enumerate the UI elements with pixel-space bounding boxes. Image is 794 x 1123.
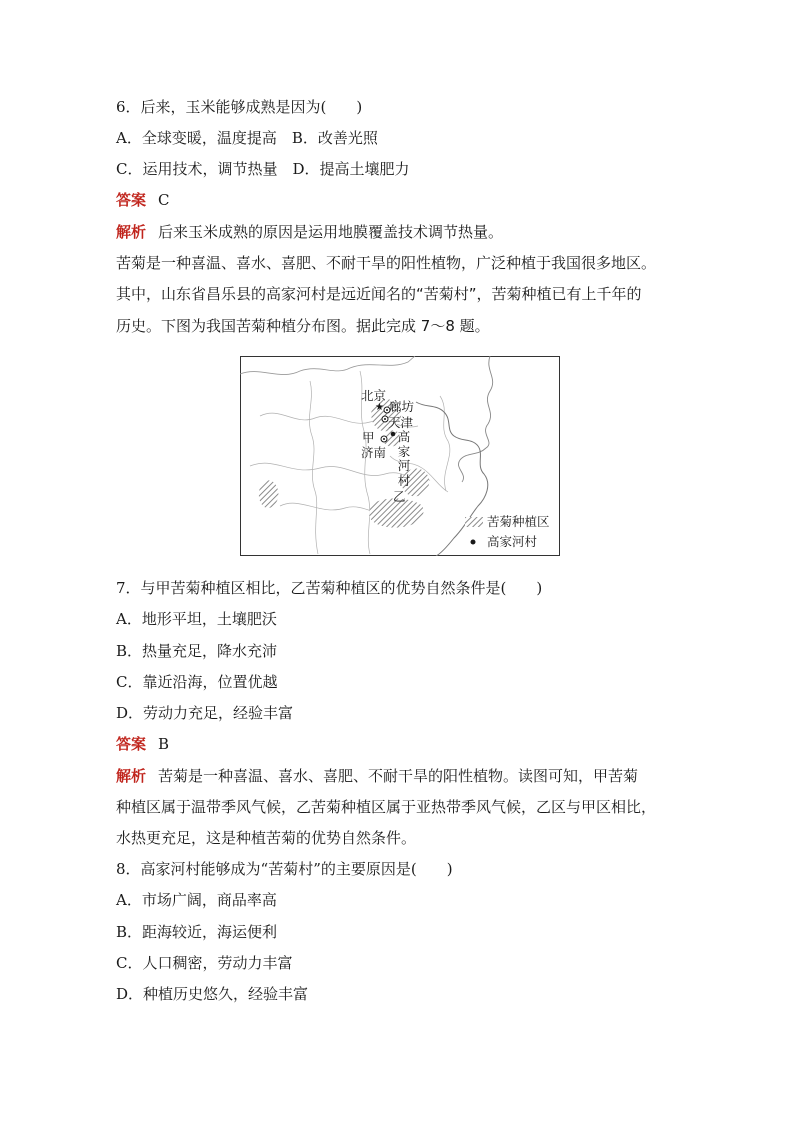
label-langfang: 廊坊: [389, 399, 415, 414]
q8-option-b: B．距海较近，海运便利: [116, 923, 278, 941]
q6-options-cd: C．运用技术，调节热量 D．提高土壤肥力: [116, 160, 410, 178]
q6-answer: [116, 190, 170, 210]
analysis-text: 后来玉米成熟的原因是运用地膜覆盖技术调节热量。: [158, 223, 504, 241]
intro-line-3: 历史。下图为我国苦菊种植分布图。据此完成 7～8 题。: [116, 317, 490, 335]
label-jia: 甲: [362, 430, 375, 445]
answer-tag: 答案: [116, 191, 147, 209]
dot-icon: [469, 538, 477, 546]
legend-planting-area: 苦菊种植区: [465, 515, 550, 529]
label-jinan: 济南: [361, 445, 387, 460]
q7-analysis-line-2: 种植区属于温带季风气候，乙苦菊种植区属于亚热带季风气候，乙区与甲区相比，: [116, 798, 657, 816]
analysis-text: 苦菊是一种喜温、喜水、喜肥、不耐干旱的阳性植物。读图可知，甲苦菊: [158, 767, 639, 785]
q7-analysis-line-1: [116, 766, 638, 786]
label-tianjin: 天津: [388, 415, 414, 430]
label-beijing: 北京: [361, 388, 387, 403]
answer-tag: 答案: [116, 735, 147, 753]
q7-analysis-line-3: 水热更充足，这是种植苦菊的优势自然条件。: [116, 829, 417, 847]
q7-option-c: C．靠近沿海，位置优越: [116, 673, 278, 691]
answer-value: C: [158, 191, 170, 209]
q8-option-a: A．市场广阔，商品率高: [116, 891, 277, 909]
answer-value: B: [158, 735, 170, 753]
legend-village: 高家河村: [469, 535, 537, 549]
analysis-tag: 解析: [116, 223, 147, 241]
hatch-swatch-icon: [465, 517, 483, 527]
q6-options-ab: A．全球变暖，温度提高 B．改善光照: [116, 129, 378, 147]
analysis-tag: 解析: [116, 767, 147, 785]
gaojiahecun-marker: [391, 432, 396, 437]
capital-star-icon: ★: [375, 402, 384, 413]
q7-answer: [116, 734, 169, 754]
intro-line-2: 其中，山东省昌乐县的高家河村是远近闻名的“苦菊村”，苦菊种植已有上千年的: [116, 285, 642, 303]
q8-option-d: D．种植历史悠久，经验丰富: [116, 985, 309, 1003]
q6-analysis: [116, 222, 503, 242]
q6-stem: 6．后来，玉米能够成熟是因为( ): [116, 98, 363, 116]
q8-option-c: C．人口稠密，劳动力丰富: [116, 954, 293, 972]
q7-option-a: A．地形平坦，土壤肥沃: [116, 610, 277, 628]
label-gaojiahecun: 高 家 河 村: [397, 429, 411, 488]
label-yi: 乙: [393, 489, 406, 504]
q7-option-d: D．劳动力充足，经验丰富: [116, 704, 294, 722]
q7-option-b: B．热量充足，降水充沛: [116, 642, 278, 660]
q7-stem: 7．与甲苦菊种植区相比，乙苦菊种植区的优势自然条件是( ): [116, 579, 543, 597]
q8-stem: 8．高家河村能够成为“苦菊村”的主要原因是( ): [116, 860, 453, 878]
intro-line-1: 苦菊是一种喜温、喜水、喜肥、不耐干旱的阳性植物，广泛种植于我国很多地区。: [116, 254, 657, 272]
